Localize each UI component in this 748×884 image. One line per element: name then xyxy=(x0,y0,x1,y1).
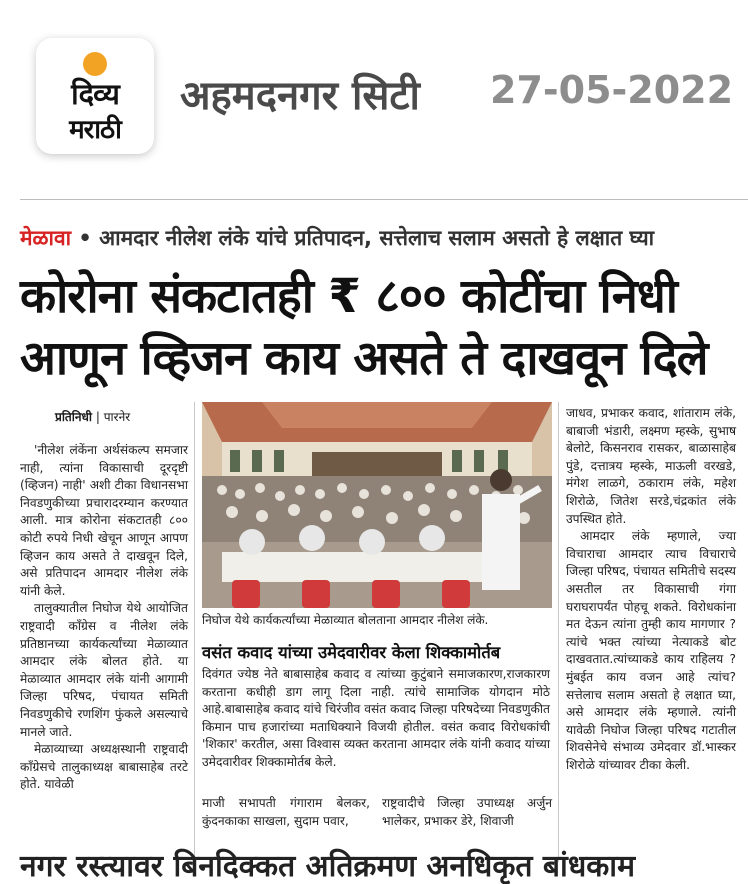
article-column-2: माजी सभापती गंगाराम बेलकर, कुंदनकाका साखला, सुदाम पवार, xyxy=(202,796,370,828)
edition-title: अहमदनगर सिटी xyxy=(180,73,420,119)
kicker-tag: मेळावा xyxy=(20,226,72,250)
byline-place: | पारनेर xyxy=(95,410,131,424)
next-headline xyxy=(20,849,748,884)
photo-caption: निघोज येथे कार्यकर्त्यांच्या मेळाव्यात बोलताना आमदार नीलेश लंके. xyxy=(202,613,489,627)
headline-line1: कोरोना संकटातही ₹ ८०० कोटींचा निधी xyxy=(20,269,677,324)
paragraph: आमदार लंके म्हणाले, ज्या विचाराचा आमदार त्याच विचाराचे जिल्हा परिषद, पंचायत समितीचे सदस्य असतील तर विकासाची गंगा घराघरापर्यंत पोहचू शकते. विरोधकांना मत देऊन त्यांना तुम्ही काय मागणार ? त्यांचे भक्त त्यांच्या नेत्याकडे बोट दाखवतात.त्यांच्याकडे काय राहिलय ? मुंबईत काय वजन आहे त्यांच? सत्तेलाच सलाम असतो हे लक्षात घ्या, असे आमदार लंके म्हणाले. त्यांनी यावेळी निघोज जिल्हा परिषद गटातील शिवसेनेचे संभाव्य उमेदवार डॉ.भास्कर शिरोळे यांच्यावर टीका केली. xyxy=(566,529,736,772)
paragraph: तालुक्यातील निघोज येथे आयोजित राष्ट्रवादी काँग्रेस व नीलेश लंके प्रतिष्ठानच्या कार्यकर्त्यांच्या मेळाव्यात आमदार लंके बोलत होते. या मेळाव्यात आमदार लंके यांनी आगामी जिल्हा परिषद, पंचायत समिती निवडणुकीचे रणशिंग फुंकले असल्याचे मानले जाते. xyxy=(20,601,188,739)
rally-photo-illustration xyxy=(202,402,552,608)
headline-line2: आणून व्हिजन काय असते ते दाखवून दिले xyxy=(20,331,708,386)
article-column-2b: राष्ट्रवादीचे जिल्हा उपाध्यक्ष अर्जुन भालेकर, प्रभाकर डेरे, शिवाजी xyxy=(382,796,552,828)
substory-title: वसंत कवाद यांच्या उमेदवारीवर केला शिक्कामोर्तब xyxy=(202,643,501,662)
article-column-1 xyxy=(20,442,188,794)
kicker-text: • आमदार नीलेश लंके यांचे प्रतिपादन, सत्तेलाच सलाम असतो हे लक्षात घ्या xyxy=(78,226,655,250)
substory-body: दिवंगत ज्येष्ठ नेते बाबासाहेब कवाद व त्यांच्या कुटुंबाने समाजकारण,राजकारण करताना कधीही डाग लागू दिला नाही. त्यांचे सामाजिक योगदान मोठे आहे.बाबासाहेब कवाद यांचे चिरंजीव वसंत कवाद जिल्हा परिषदेच्या निवडणुकीत किमान पाच हजारांच्या मताधिक्याने विजयी होतील. वसंत कवाद विरोधकांची 'शिकार' करतील, असा विश्वास व्यक्त करताना आमदार लंके यांनी कवाद यांच्या उमेदवारीवर शिक्कामोर्तब केले. xyxy=(202,667,550,769)
header-divider xyxy=(20,199,748,200)
edition-date: 27-05-2022 xyxy=(490,68,734,112)
paragraph: जाधव, प्रभाकर कवाद, शांताराम लंके, बाबाजी भंडारी, लक्ष्मण म्हस्के, सुभाष बेलोटे, किसनराव रासकर, बाळासाहेब पुंडे, दत्तात्रय म्हस्के, माऊली वरखडे, मंगेश लाळगे, ठकाराम लंके, महेश शिरोळे, जितेश सरडे,चंद्रकांत लंके उपस्थित होते. xyxy=(566,406,736,526)
kicker xyxy=(20,224,654,252)
logo-line1: दिव्य xyxy=(71,77,119,111)
byline xyxy=(55,408,130,425)
column-divider xyxy=(194,402,195,862)
next-headline-text: नगर रस्त्यावर बिनदिक्कत अतिक्रमण अनधिकृत बांधकाम xyxy=(20,849,636,884)
byline-name: प्रतिनिधी xyxy=(55,410,93,424)
rally-photo xyxy=(202,402,552,608)
sun-icon xyxy=(83,52,107,76)
column-divider xyxy=(558,402,559,862)
logo xyxy=(36,38,154,154)
article-column-3 xyxy=(566,405,736,774)
headline xyxy=(20,266,748,390)
paragraph: 'नीलेश लंकेंना अर्थसंकल्प समजार नाही, त्यांना विकासाची दूरदृष्टी (व्हिजन) नाही' अशी टीका विधानसभा निवडणुकीच्या प्रचारादरम्यान करण्यात आली. मात्र कोरोना संकटातही ८०० कोटी रुपये निधी खेचून आणून आपण व्हिजन काय असते ते दाखवून दिले, असे प्रतिपादन आमदार नीलेश लंके यांनी केले. xyxy=(20,443,188,598)
logo-line2: मराठी xyxy=(69,115,121,145)
paragraph: मेळाव्याच्या अध्यक्षस्थानी राष्ट्रवादी काँग्रेसचे तालुकाध्यक्ष बाबासाहेब तरटे होते. यावेळी xyxy=(20,742,188,792)
